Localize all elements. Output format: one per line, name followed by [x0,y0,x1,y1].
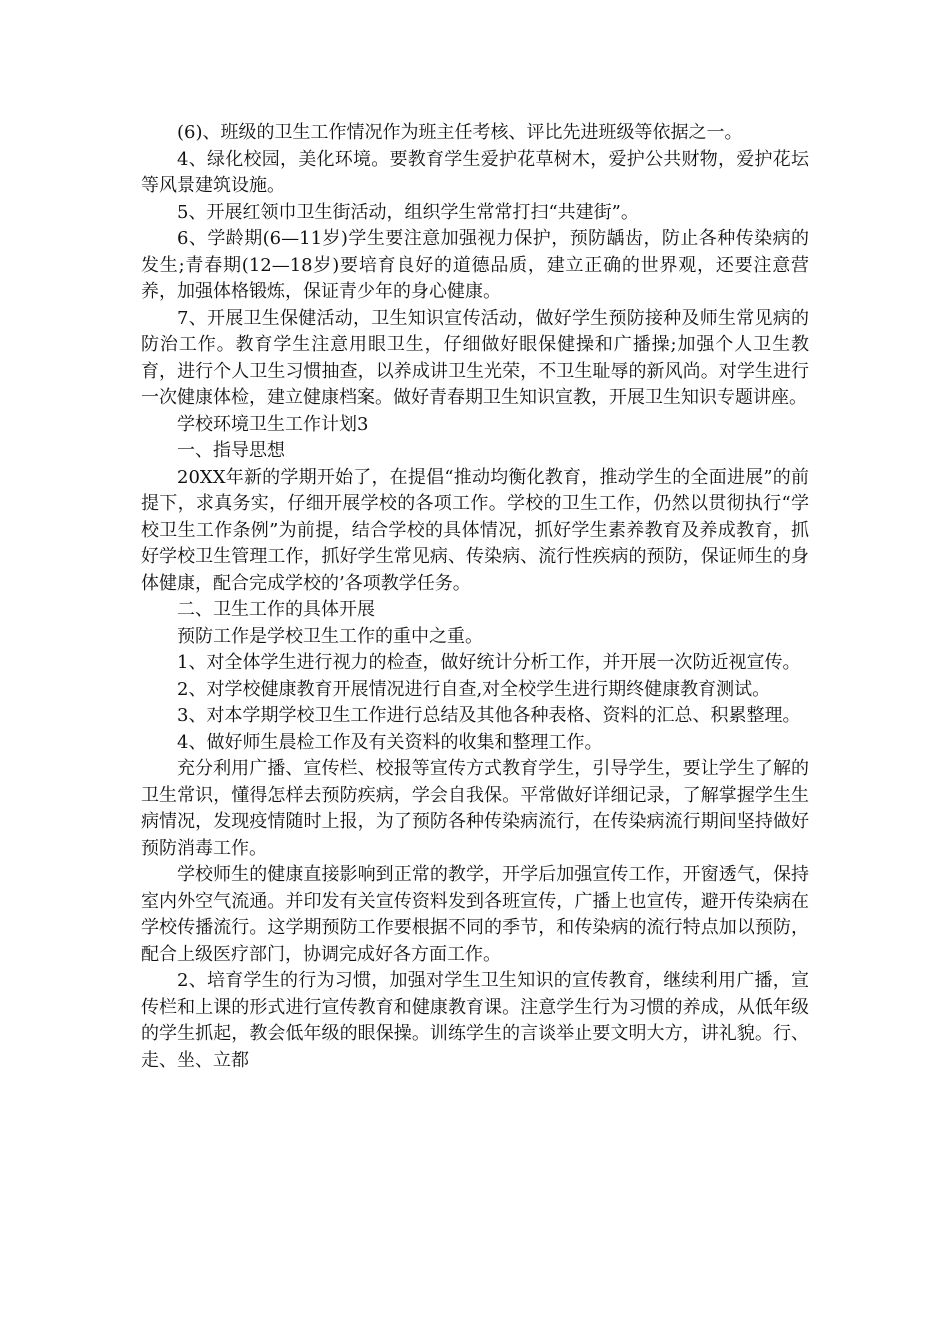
section-title-plan-3: 学校环境卫生工作计划3 [177,413,369,435]
paragraph-behavior-habits: 2、培育学生的行为习惯，加强对学生卫生知识的宣传教育，继续利用广播，宣传栏和上课的形式进行宣传教育和健康教育课。注意学生行为习惯的养成，从低年级的学生抓起，教会低年级的眼保操。训练学生的言谈举止要文明大方，讲礼貌。行、走、坐、立都 [141,970,809,1071]
paragraph-class-hygiene-assessment: (6)、班级的卫生工作情况作为班主任考核、评比先进班级等依据之一。 [177,122,743,143]
paragraph-teacher-student-health: 学校师生的健康直接影响到正常的教学，开学后加强宣传工作，开窗透气，保持室内外空气流通。并印发有关宣传资料发到各班宣传，广播上也宣传，避开传染病在学校传播流行。这学期预防工作要根据不同的季节，和传染病的流行特点加以预防，配合上级医疗部门，协调完成好各方面工作。 [141,864,809,965]
document-body [141,120,809,1074]
heading-specific-work: 二、卫生工作的具体开展 [177,599,375,620]
paragraph-health-self-check: 2、对学校健康教育开展情况进行自查,对全校学生进行期终健康教育测试。 [177,678,771,700]
paragraph-health-activities: 7、开展卫生保健活动，卫生知识宣传活动，做好学生预防接种及师生常见病的防治工作。教育学生注意用眼卫生，仔细做好眼保健操和广播操;加强个人卫生教育，进行个人卫生习惯抽查，以养成讲卫生光荣，不卫生耻辱的新风尚。对学生进行一次健康体检，建立健康档案。做好青春期卫生知识宣教，开展卫生知识专题讲座。 [141,307,809,408]
paragraph-publicity: 充分利用广播、宣传栏、校报等宣传方式教育学生，引导学生，要让学生了解的卫生常识，懂得怎样去预防疾病，学会自我保。平常做好详细记录，了解掌握学生生病情况，发现疫情随时上报，为了预防各种传染病流行，在传染病流行期间坚持做好预防消毒工作。 [141,758,809,859]
paragraph-morning-check: 4、做好师生晨检工作及有关资料的收集和整理工作。 [177,731,603,753]
paragraph-vision-check: 1、对全体学生进行视力的检查，做好统计分析工作，并开展一次防近视宣传。 [177,652,801,673]
paragraph-semester-summary: 3、对本学期学校卫生工作进行总结及其他各种表格、资料的汇总、积累整理。 [177,705,801,726]
paragraph-prevention-priority: 预防工作是学校卫生工作的重中之重。 [177,625,483,647]
paragraph-greening-campus: 4、绿化校园，美化环境。要教育学生爱护花草树木，爱护公共财物，爱护花坛等风景建筑设施。 [141,148,809,196]
heading-guiding-ideology: 一、指导思想 [177,440,285,461]
paragraph-new-semester: 20XX年新的学期开始了，在提倡“推动均衡化教育，推动学生的全面进展”的前提下，求真务实，仔细开展学校的各项工作。学校的卫生工作，仍然以贯彻执行“学校卫生工作条例”为前提，结合学校的具体情况，抓好学生素养教育及养成教育，抓好学校卫生管理工作，抓好学生常见病、传染病、流行性疾病的预防，保证师生的身体健康，配合完成学校的’各项教学任务。 [141,466,809,594]
paragraph-age-health: 6、学龄期(6—11岁)学生要注意加强视力保护，预防龋齿，防止各种传染病的发生;青春期(12—18岁)要培育良好的道德品质，建立正确的世界观，还要注意营养，加强体格锻炼，保证青少年的身心健康。 [141,228,809,302]
paragraph-red-scarf-street: 5、开展红领巾卫生街活动，组织学生常常打扫“共建街”。 [177,201,639,223]
